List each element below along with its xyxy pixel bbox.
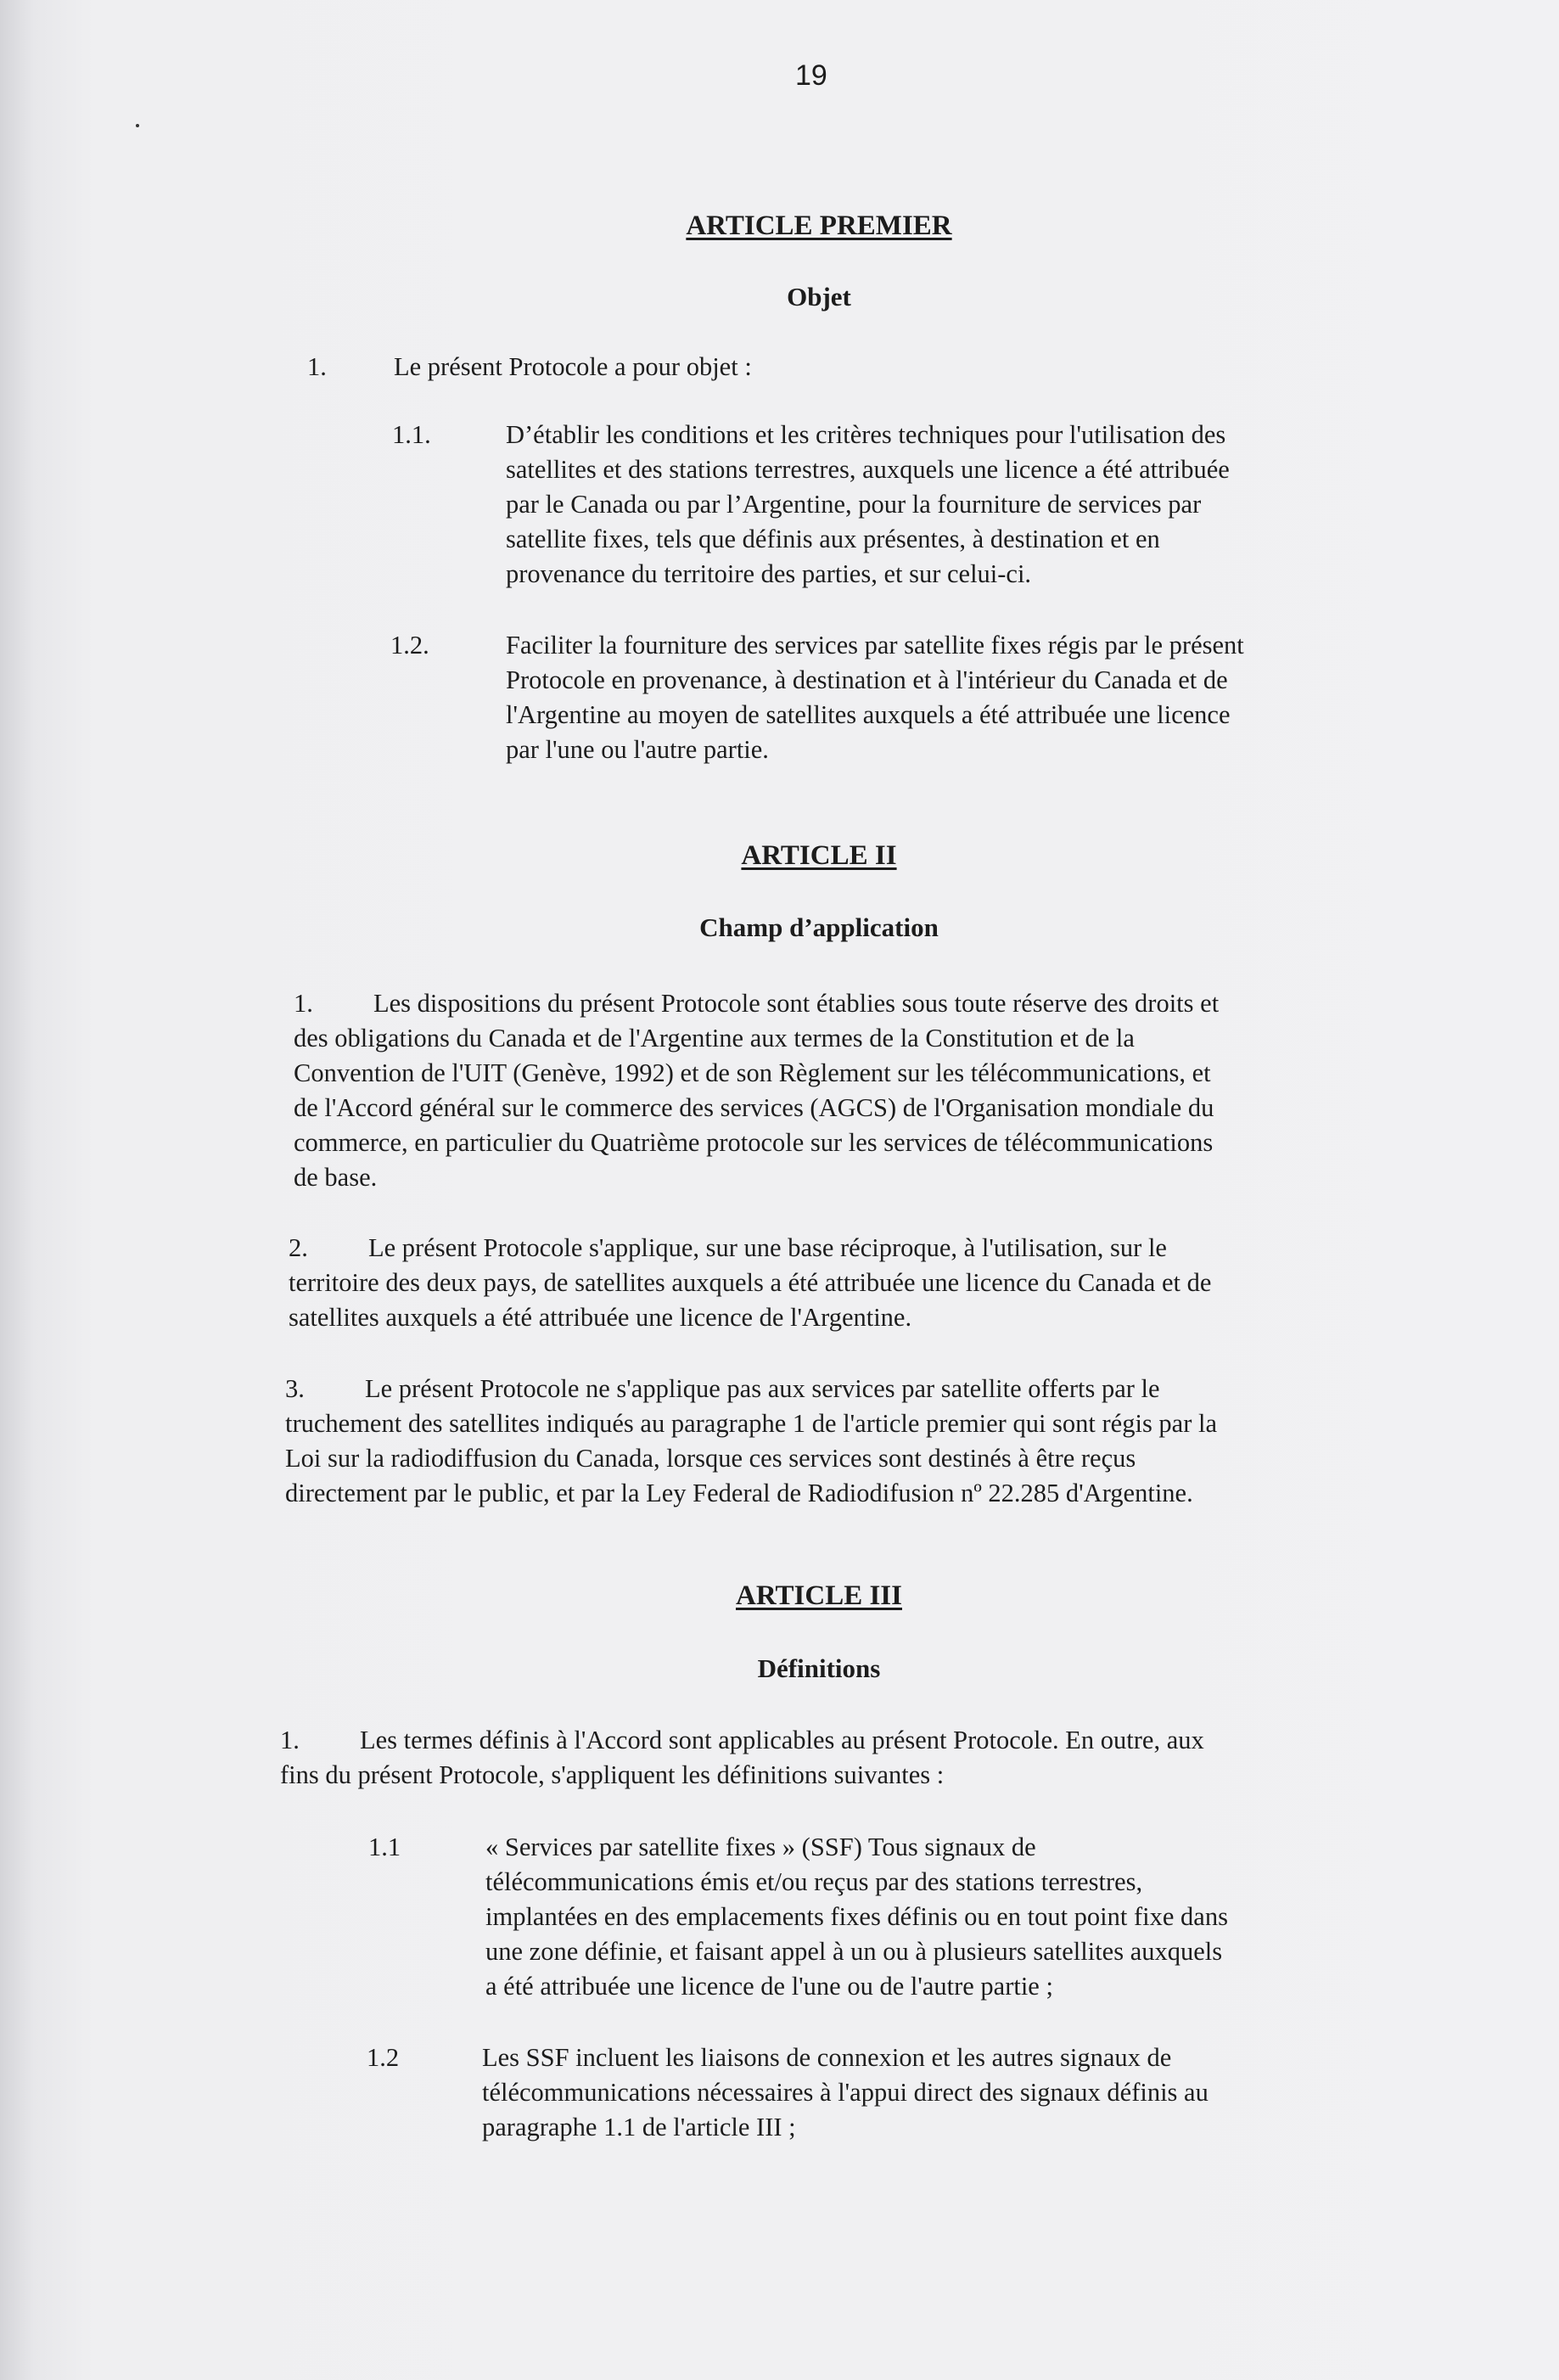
text-line: l'Argentine au moyen de satellites auxquels a été attribuée une licence [506,700,1231,729]
text-line: a été attribuée une licence de l'une ou de l'autre partie ; [485,1972,1053,2001]
text-line: Faciliter la fourniture des services par satellite fixes régis par le présent [506,631,1244,660]
text-line: Le présent Protocole ne s'applique pas aux services par satellite offerts par le [365,1374,1160,1403]
text-line: truchement des satellites indiqués au paragraphe 1 de l'article premier qui sont régis par la [285,1409,1218,1438]
article-3-title: ARTICLE III [736,1580,902,1611]
text-line: implantées en des emplacements fixes définis ou en tout point fixe dans [485,1902,1228,1931]
article-3-paragraph-1 [280,1723,1358,1793]
article-3-p1-2-number: 1.2 [367,2043,400,2072]
paragraph-number: 3. [285,1374,305,1403]
text-line: Protocole en provenance, à destination et à l'intérieur du Canada et de [506,665,1228,694]
article-1-p1-1-text [506,418,1354,592]
text-line: par le Canada ou par l’Argentine, pour la fourniture de services par [506,490,1202,519]
article-1-p1-2-number: 1.2. [390,631,429,660]
article-3-p1-1-text [485,1830,1343,2004]
paragraph-number: 1. [280,1726,300,1754]
text-line: directement par le public, et par la Ley Federal de Radiodifusion nº 22.285 d'Argentine. [285,1479,1193,1507]
text-line: de l'Accord général sur le commerce des services (AGCS) de l'Organisation mondiale du [294,1093,1214,1122]
text-line: Convention de l'UIT (Genève, 1992) et de son Règlement sur les télécommunications, et [294,1058,1211,1087]
article-2-paragraph-1 [294,986,1346,1195]
text-line: Les termes définis à l'Accord sont applicables au présent Protocole. En outre, aux [360,1726,1204,1754]
article-3-p1-2-text [482,2040,1339,2145]
text-line: une zone définie, et faisant appel à un ou à plusieurs satellites auxquels [485,1937,1223,1966]
text-line: fins du présent Protocole, s'appliquent les définitions suivantes : [280,1760,945,1789]
article-1-p1-2-text [506,628,1363,767]
text-line: Loi sur la radiodiffusion du Canada, lorsque ces services sont destinés à être reçus [285,1444,1136,1473]
page-number: 19 [795,59,827,92]
article-1-p1-1-number: 1.1. [392,420,431,449]
article-2-subtitle: Champ d’application [699,912,939,942]
article-2-paragraph-2 [289,1231,1349,1335]
text-line: Les SSF incluent les liaisons de connexion et les autres signaux de [482,2043,1172,2072]
text-line: de base. [294,1163,378,1192]
article-1-subtitle: Objet [787,282,851,312]
text-line: provenance du territoire des parties, et sur celui-ci. [506,559,1032,588]
paragraph-number: 2. [289,1233,308,1262]
article-1-title: ARTICLE PREMIER [686,210,952,241]
text-line: Le présent Protocole s'applique, sur une base réciproque, à l'utilisation, sur le [368,1233,1167,1262]
text-line: paragraphe 1.1 de l'article III ; [482,2113,796,2141]
paragraph-number: 1. [294,989,313,1018]
text-line: commerce, en particulier du Quatrième protocole sur les services de télécommunications [294,1128,1214,1157]
text-line: satellites auxquels a été attribuée une licence de l'Argentine. [289,1303,912,1332]
article-3-subtitle: Définitions [757,1653,881,1683]
text-line: D’établir les conditions et les critères techniques pour l'utilisation des [506,420,1226,449]
text-line: territoire des deux pays, de satellites auxquels a été attribuée une licence du Canada et de [289,1268,1212,1297]
text-line: télécommunications émis et/ou reçus par des stations terrestres, [485,1867,1143,1896]
article-2-title: ARTICLE II [741,840,897,871]
text-line: satellites et des stations terrestres, auxquels une licence a été attribuée [506,455,1230,484]
article-1-p1-number: 1. [307,352,327,381]
article-3-p1-1-number: 1.1 [368,1833,401,1861]
article-2-paragraph-3 [285,1372,1354,1511]
text-line: « Services par satellite fixes » (SSF) Tous signaux de [485,1833,1036,1861]
text-line: Les dispositions du présent Protocole sont établies sous toute réserve des droits et [373,989,1220,1018]
text-line: des obligations du Canada et de l'Argentine aux termes de la Constitution et de la [294,1024,1135,1052]
scan-speck [136,124,139,127]
article-1-p1-text: Le présent Protocole a pour objet : [394,352,752,381]
text-line: par l'une ou l'autre partie. [506,735,769,764]
text-line: télécommunications nécessaires à l'appui direct des signaux définis au [482,2078,1209,2107]
text-line: satellite fixes, tels que définis aux présentes, à destination et en [506,525,1160,553]
